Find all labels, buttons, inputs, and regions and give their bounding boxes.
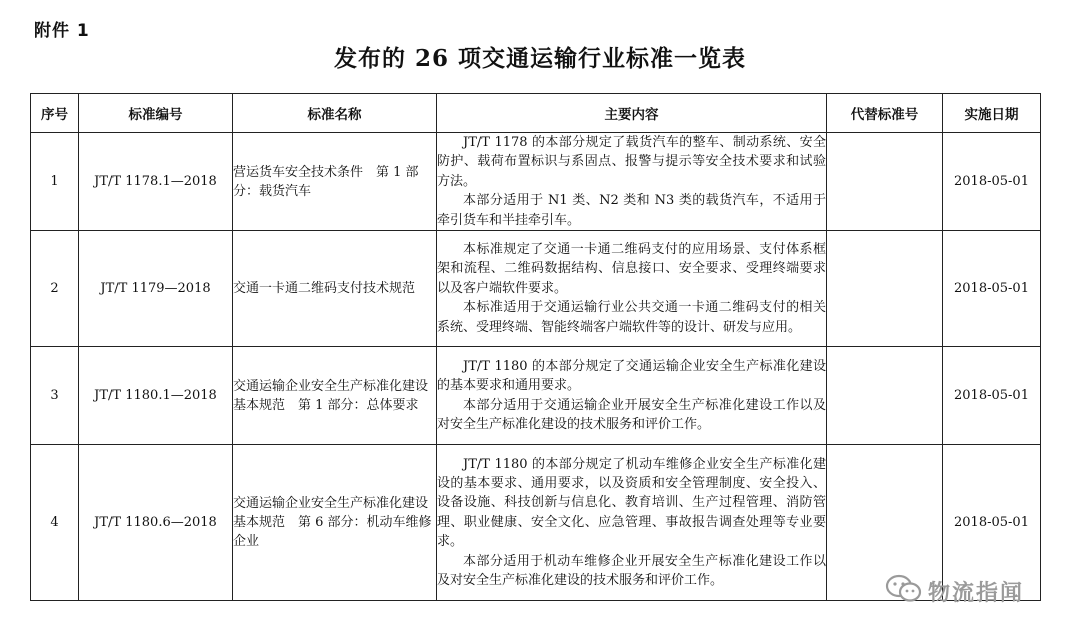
effective-date: 2018-05-01 <box>943 231 1041 347</box>
content-paragraph: 本部分适用于交通运输企业开展安全生产标准化建设工作以及对安全生产标准化建设的技术服务和评价工作。 <box>437 397 826 432</box>
standard-name: 交通运输企业安全生产标准化建设基本规范 第 1 部分：总体要求 <box>233 347 437 445</box>
row-number: 2 <box>31 231 79 347</box>
standard-code: JT/T 1179—2018 <box>79 231 233 347</box>
header-name: 标准名称 <box>233 94 437 133</box>
effective-date: 2018-05-01 <box>943 445 1041 601</box>
wechat-icon <box>884 573 924 609</box>
replace-code <box>827 347 943 445</box>
row-number: 1 <box>31 133 79 231</box>
replace-code <box>827 133 943 231</box>
effective-date: 2018-05-01 <box>943 347 1041 445</box>
page-title: 发布的 26 项交通运输行业标准一览表 <box>333 45 747 72</box>
watermark <box>884 570 1064 612</box>
standard-name: 交通运输企业安全生产标准化建设基本规范 第 6 部分：机动车维修企业 <box>233 445 437 601</box>
standard-code: JT/T 1178.1—2018 <box>79 133 233 231</box>
content-paragraph: JT/T 1180 的本部分规定了机动车维修企业安全生产标准化建设的基本要求、通用要求，以及资质和安全管理制度、安全投入、设备设施、科技创新与信息化、教育培训、生产过程管理、消防管理、职业健康、安全文化、应急管理、事故报告调查处理等专业要求。 <box>437 456 826 550</box>
header-content: 主要内容 <box>437 94 827 133</box>
content-paragraph: 本部分适用于 N1 类、N2 类和 N3 类的载货汽车，不适用于牵引货车和半挂牵引车。 <box>437 193 826 228</box>
table-row <box>31 347 1041 445</box>
row-number: 4 <box>31 445 79 601</box>
content-paragraph: 本部分适用于机动车维修企业开展安全生产标准化建设工作以及对安全生产标准化建设的技术服务和评价工作。 <box>437 553 826 589</box>
standard-code: JT/T 1180.1—2018 <box>79 347 233 445</box>
content-paragraph: 本标准适用于交通运输行业公共交通一卡通二维码支付的相关系统、受理终端、智能终端客户端软件等的设计、研发与应用。 <box>437 300 826 335</box>
standard-content <box>437 445 827 601</box>
header-date: 实施日期 <box>943 94 1041 133</box>
effective-date: 2018-05-01 <box>943 133 1041 231</box>
row-number: 3 <box>31 347 79 445</box>
header-replace: 代替标准号 <box>827 94 943 133</box>
standard-name: 交通一卡通二维码支付技术规范 <box>233 231 437 347</box>
content-paragraph: JT/T 1180 的本部分规定了交通运输企业安全生产标准化建设的基本要求和通用要求。 <box>437 358 826 394</box>
standard-name: 营运货车安全技术条件 第 1 部分：载货汽车 <box>233 133 437 231</box>
table-header-row <box>31 94 1041 133</box>
content-paragraph: JT/T 1178 的本部分规定了载货汽车的整车、制动系统、安全防护、载荷布置标识与系固点、报警与提示等安全技术要求和试验方法。 <box>437 135 826 189</box>
table-row <box>31 133 1041 231</box>
standard-content <box>437 347 827 445</box>
header-code: 标准编号 <box>79 94 233 133</box>
table-row <box>31 231 1041 347</box>
standards-table <box>30 93 1041 601</box>
replace-code <box>827 231 943 347</box>
standard-content <box>437 231 827 347</box>
standard-code: JT/T 1180.6—2018 <box>79 445 233 601</box>
content-paragraph: 本标准规定了交通一卡通二维码支付的应用场景、支付体系框架和流程、二维码数据结构、信息接口、安全要求、受理终端要求以及客户端软件要求。 <box>437 242 826 296</box>
watermark-text: 物流指闻 <box>928 580 1025 606</box>
standard-content <box>437 133 827 231</box>
attachment-label: 附件 1 <box>34 21 90 41</box>
header-no: 序号 <box>31 94 79 133</box>
